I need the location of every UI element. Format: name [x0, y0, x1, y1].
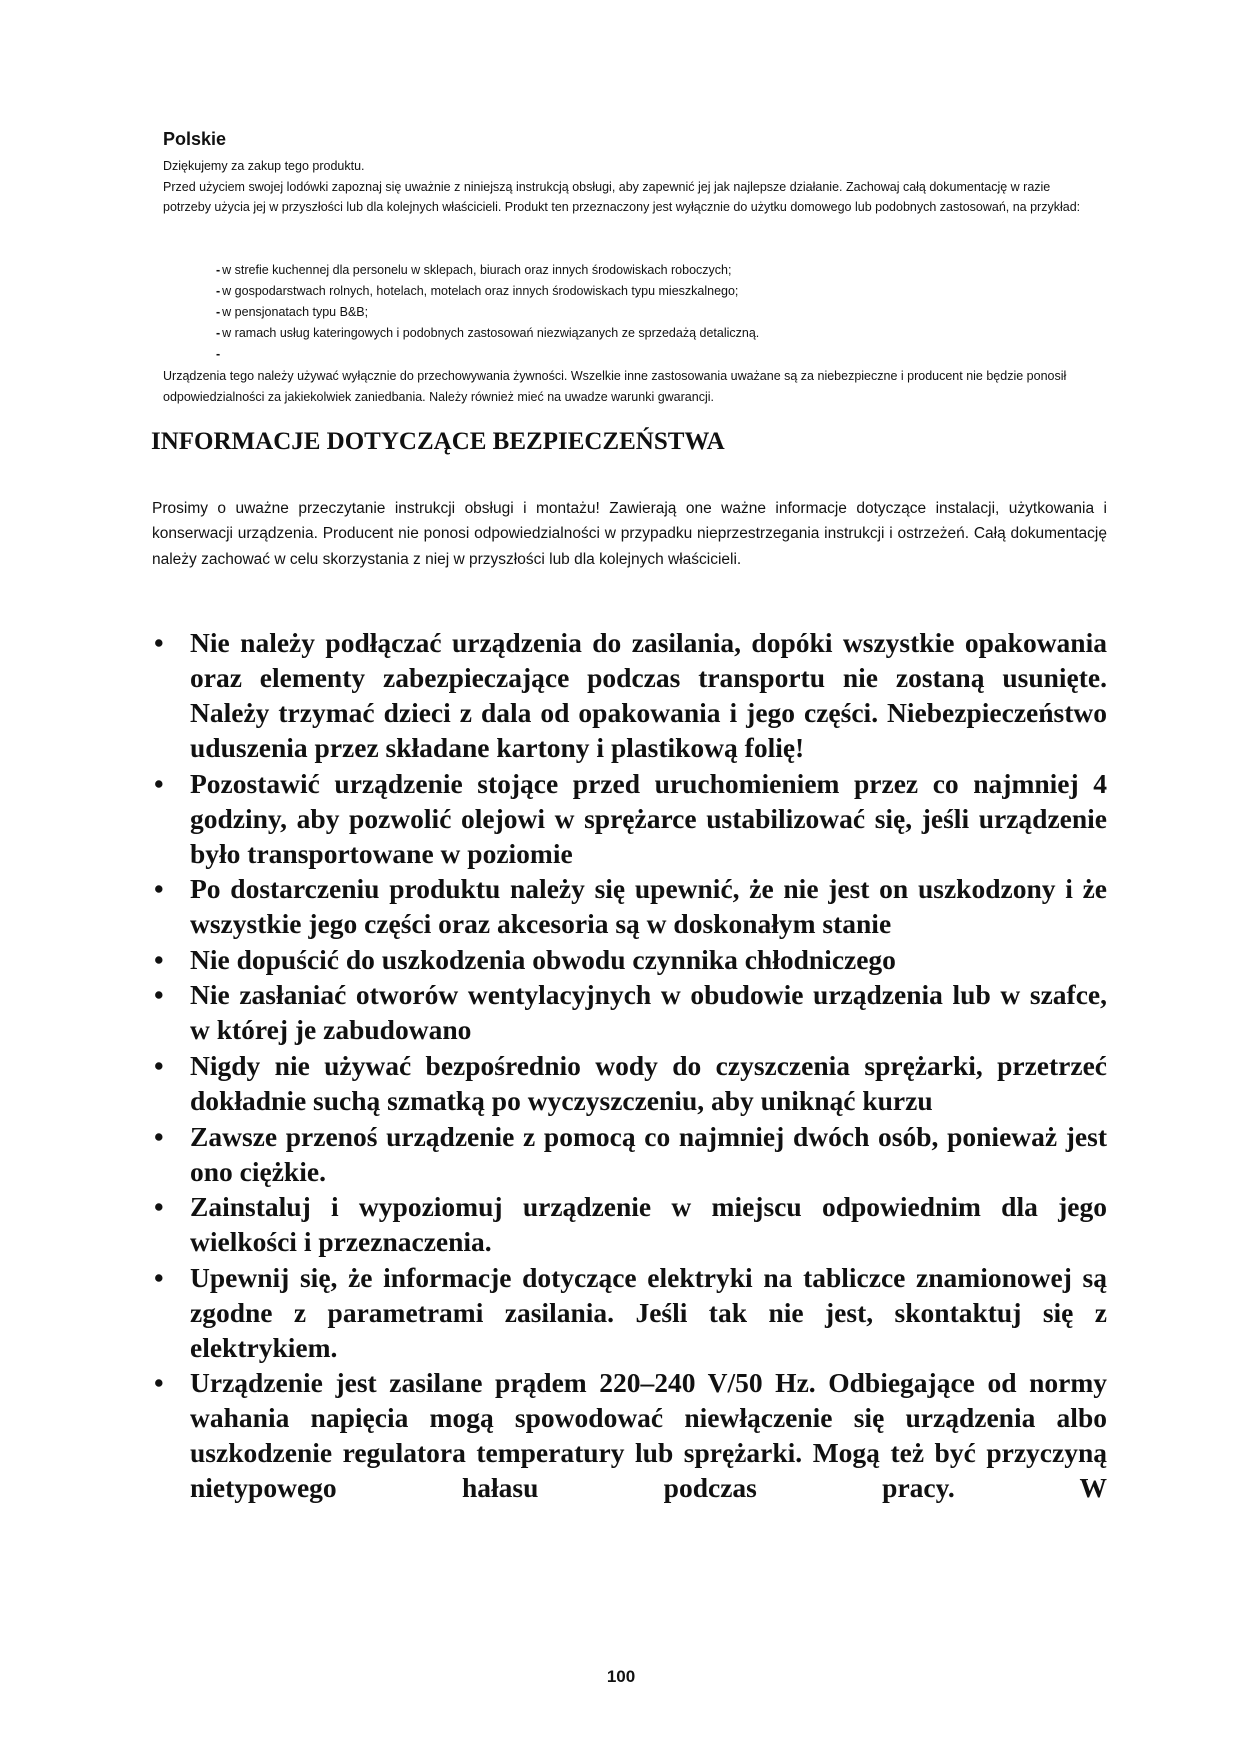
list-item-text: Nie zasłaniać otworów wentylacyjnych w obudowie urządzenia lub w szafce, w której je zabudowano: [190, 979, 1107, 1046]
dash-bullet-icon: -: [216, 263, 221, 277]
list-item-text: Zainstaluj i wypoziomuj urządzenie w miejscu odpowiednim dla jego wielkości i przeznaczenia.: [190, 1191, 1107, 1258]
bullet-icon: •: [154, 627, 164, 658]
list-item: [216, 302, 759, 323]
list-item: [152, 766, 1107, 871]
list-item: [216, 260, 759, 281]
safety-bullets: [152, 625, 1107, 1506]
list-item-text: w gospodarstwach rolnych, hotelach, motelach oraz innych środowiskach typu mieszkalnego;: [222, 284, 739, 298]
safety-heading: INFORMACJE DOTYCZĄCE BEZPIECZEŃSTWA: [151, 428, 725, 455]
list-item-text: Pozostawić urządzenie stojące przed uruchomieniem przez co najmniej 4 godziny, aby pozwolić olejowi w sprężarce ustabilizować się, jeśli urządzenie było transportowane w poziomie: [190, 767, 1107, 869]
list-item: [152, 1260, 1107, 1365]
dash-bullet-icon: -: [216, 305, 221, 319]
language-heading: Polskie: [163, 129, 227, 149]
list-item: [216, 323, 759, 344]
list-item-text: w strefie kuchennej dla personelu w sklepach, biurach oraz innych środowiskach roboczych;: [222, 263, 732, 277]
list-item: [216, 281, 759, 302]
bullet-icon: •: [154, 943, 164, 975]
page-number: 100: [606, 1667, 636, 1686]
bullet-icon: •: [154, 1049, 164, 1081]
dash-bullet-icon: -: [216, 347, 221, 361]
list-item-text: Upewnij się, że informacje dotyczące elektryki na tabliczce znamionowej są zgodne z parametrami zasilania. Jeśli tak nie jest, skontaktuj się z elektrykiem.: [190, 1261, 1107, 1363]
list-item: [152, 977, 1107, 1047]
bullet-icon: •: [154, 1261, 164, 1293]
list-item: [216, 344, 759, 365]
intro-text: [163, 156, 1093, 218]
list-item: [152, 1365, 1107, 1505]
list-item-text: w pensjonatach typu B&B;: [222, 305, 369, 319]
list-item-text: Po dostarczeniu produktu należy się upewnić, że nie jest on uszkodzony i że wszystkie jego części oraz akcesoria są w doskonałym stanie: [190, 873, 1107, 940]
list-item: [152, 625, 1107, 765]
dash-bullet-icon: -: [216, 326, 221, 340]
thanks-line: Dziękujemy za zakup tego produktu.: [163, 159, 365, 173]
list-item: [152, 1119, 1107, 1189]
list-item-text: Nigdy nie używać bezpośrednio wody do czyszczenia sprężarki, przetrzeć dokładnie suchą szmatką po wyczyszczeniu, aby uniknąć kurzu: [190, 1049, 1107, 1116]
bullet-icon: •: [154, 979, 164, 1011]
bullet-icon: •: [154, 767, 164, 799]
safety-paragraph: Prosimy o uważne przeczytanie instrukcji obsługi i montażu! Zawierają one ważne informacje dotyczące instalacji, użytkowania i konserwacji urządzenia. Producent nie ponosi odpowiedzialności w przypadku nieprzestrzegania instrukcji i ostrzeżeń. Całą dokumentację należy zachować w celu skorzystania z niej w przyszłości lub dla kolejnych właścicieli.: [152, 500, 1107, 568]
dash-bullet-icon: -: [216, 284, 221, 298]
list-item: [152, 942, 1107, 977]
list-item: [152, 871, 1107, 941]
list-item: [152, 1189, 1107, 1259]
list-item-text: Urządzenie jest zasilane prądem 220–240 V/50 Hz. Odbiegające od normy wahania napięcia mogą spowodować niewłączenie się urządzenia albo uszkodzenie regulatora temperatury lub sprężarki. Mogą też być przyczyną nietypowego hałasu podczas pracy. W: [190, 1367, 1107, 1504]
list-item-text: Nie dopuścić do uszkodzenia obwodu czynnika chłodniczego: [190, 943, 896, 975]
list-item-text: Nie należy podłączać urządzenia do zasilania, dopóki wszystkie opakowania oraz elementy zabezpieczające podczas transportu nie zostaną usunięte. Należy trzymać dzieci z dala od opakowania i jego części. Niebezpieczeństwo uduszenia przez składane kartony i plastikową folię!: [190, 627, 1107, 763]
usage-warning: Urządzenia tego należy używać wyłącznie do przechowywania żywności. Wszelkie inne zastosowania uważane są za niebezpieczne i producent nie będzie ponosił odpowiedzialności za jakiekolwiek zaniedbania. Należy również mieć na uwadze warunki gwarancji.: [163, 369, 1067, 404]
usage-list: [216, 260, 759, 365]
bullet-icon: •: [154, 1191, 164, 1223]
bullet-icon: •: [154, 873, 164, 905]
list-item-text: Zawsze przenoś urządzenie z pomocą co najmniej dwóch osób, ponieważ jest ono ciężkie.: [190, 1120, 1107, 1187]
list-item-text: w ramach usług kateringowych i podobnych zastosowań niezwiązanych ze sprzedażą detaliczną.: [222, 326, 760, 340]
intro-paragraph: Przed użyciem swojej lodówki zapoznaj się uważnie z niniejszą instrukcją obsługi, aby zapewnić jej jak najlepsze działanie. Zachowaj całą dokumentację w razie potrzeby użycia jej w przyszłości lub dla kolejnych właścicieli. Produkt ten przeznaczony jest wyłącznie do użytku domowego lub podobnych zastosowań, na przykład:: [163, 179, 1081, 214]
bullet-icon: •: [154, 1367, 164, 1399]
list-item: [152, 1048, 1107, 1118]
bullet-icon: •: [154, 1120, 164, 1152]
